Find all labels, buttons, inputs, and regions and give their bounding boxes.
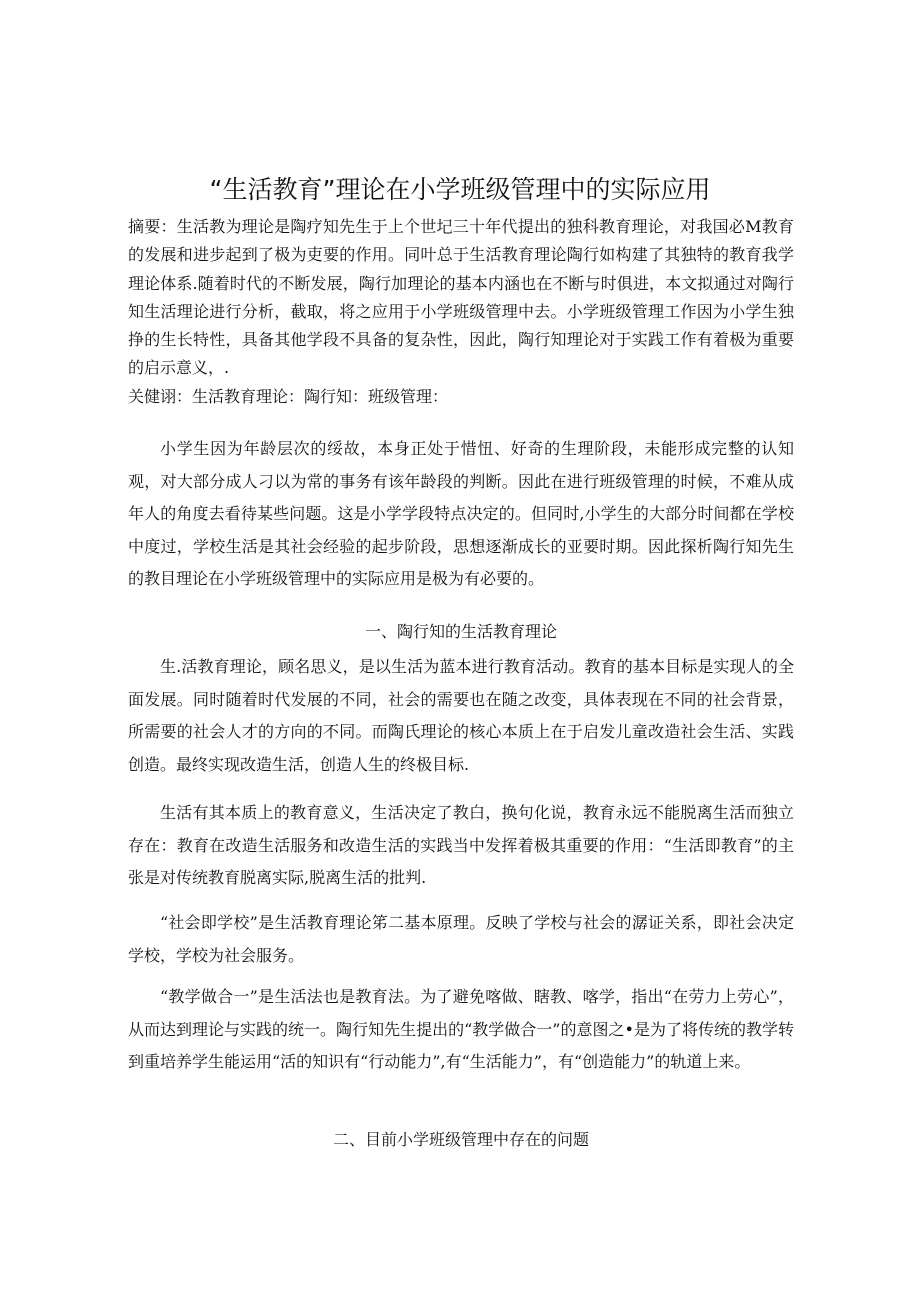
- section-heading-2: 二、目前小学班级管理中存在的问题: [332, 1130, 589, 1149]
- section1-paragraph-4: “教学做合一”是生活法也是教育法。为了避免喀做、瞎教、喀学，指出“在劳力上劳心”，从而达到理论与实践的统一。陶行知先生提出的“教学做合一”的意图之•是为了将传统的教学转到重培养学生能运用“活的知识有“行动能力”,有“生活能力”，有“创造能力”的轨道上来。: [128, 987, 794, 1072]
- section1-paragraph-1: 生.活教育理论，顾名思义，是以生活为蓝本进行教育活动。教育的基本目标是实现人的全面发展。同时随着时代发展的不同，社会的需要也在随之改变，具体表现在不同的社会背景，所需要的社会人才的方向的不同。而陶氏理论的核心本质上在于启发儿童改造社会生活、实践创造。最终实现改造生活，创造人生的终极目标.: [128, 657, 794, 774]
- abstract: 摘要：生活教为理论是陶疗知先生于上个世圮三十年代提出的独科教育理论，对我国必M教育的发展和进步起到了极为吏要的作用。同叶总于生活教育理论陶行如构建了其独特的教育我学理论体系.随着时代的不断发展，陶行加理论的基本内涵也在不断与时俱进，本文拟通过对陶行知生活理论进行分析，截取，将之应用于小学班级管理中去。小学班级管理工作因为小学生独挣的生长特性，具备其他学段不具备的复杂性，因此，陶行知理论对于实践工作有着极为重要的启示意义，.: [128, 217, 794, 378]
- section1-paragraph-3: “社会即学校”是生活教育理论笫二基本原理。反映了学校与社会的潺证关系，即社会决定学校，学校为社会服务。: [128, 913, 794, 965]
- keywords: 关健诩：生活教育理论：陶行知：班级管理：: [128, 387, 449, 406]
- section1-paragraph-2: 生活有其本质上的教育意义，生活决定了教白，换句化说，教育永远不能脱离生活而独立存在：教育在改造生活服务和改造生活的实践当中发挥着极其重要的作用：“生活即教育”的主张是对传统教育脱离实际,脱离生活的批判.: [128, 803, 794, 888]
- document-title: “生活教育”理论在小学班级管理中的实际应用: [209, 175, 711, 204]
- section-heading-1: 一、陶行知的生活教育理论: [364, 622, 557, 641]
- intro-paragraph: 小学生因为年龄层次的绥故，本身正处于惜忸、好奇的生理阶段，未能形成完整的认知观，对大部分成人刁以为常的事务有该年龄段的判断。因此在进行班级管理的时候，不难从成年人的角度去看待某些问题。这是小学学段特点决定的。但同时,小学生的大部分时间都在学校中度过，学校生活是其社会经验的起步阶段，思想逐渐成长的亚要时期。因此探析陶行知先生的教目理论在小学班级管理中的实际应用是极为有必要的。: [128, 439, 794, 589]
